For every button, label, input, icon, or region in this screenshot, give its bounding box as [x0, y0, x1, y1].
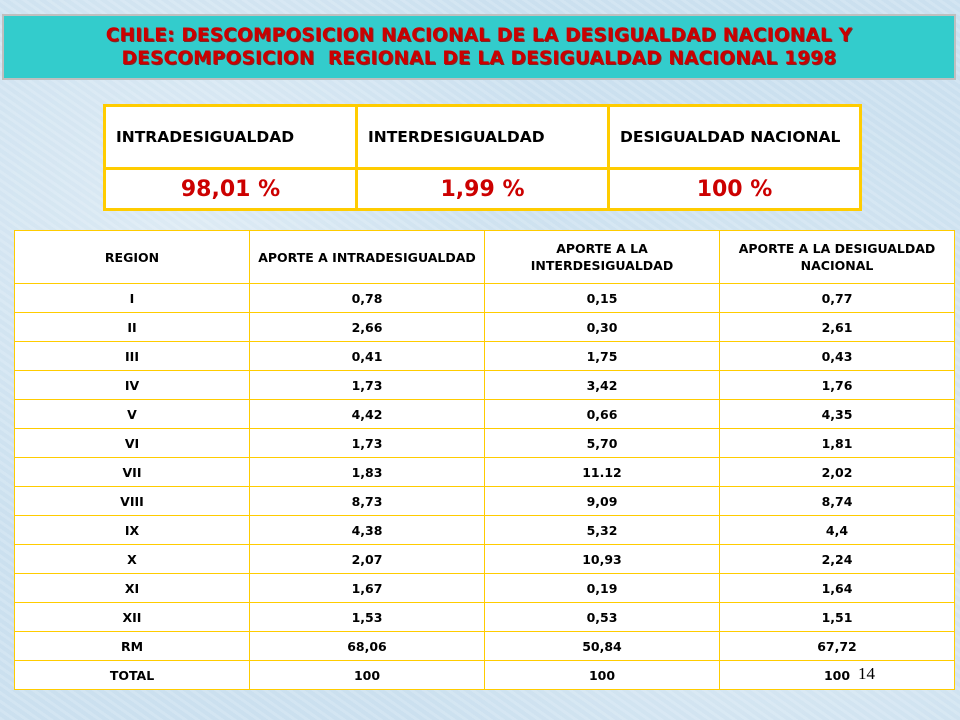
intra-cell: 2,66	[250, 313, 485, 342]
intra-cell: 1,83	[250, 458, 485, 487]
intra-cell: 1,67	[250, 574, 485, 603]
intra-cell: 0,78	[250, 284, 485, 313]
nacional-cell: 100	[720, 661, 955, 690]
table-row	[15, 632, 955, 661]
inter-cell: 9,09	[485, 487, 720, 516]
nacional-cell: 67,72	[720, 632, 955, 661]
region-cell: IX	[15, 516, 250, 545]
table-row	[15, 516, 955, 545]
region-cell: IV	[15, 371, 250, 400]
inter-cell: 0,53	[485, 603, 720, 632]
region-cell: VII	[15, 458, 250, 487]
nacional-cell: 8,74	[720, 487, 955, 516]
nacional-cell: 1,64	[720, 574, 955, 603]
table-row	[15, 603, 955, 632]
inter-cell: 1,75	[485, 342, 720, 371]
inter-cell: 0,19	[485, 574, 720, 603]
summary-value-row	[105, 169, 861, 210]
table-row	[15, 371, 955, 400]
inter-cell: 10,93	[485, 545, 720, 574]
intra-cell: 2,07	[250, 545, 485, 574]
inter-cell: 0,66	[485, 400, 720, 429]
regions-table	[14, 230, 955, 690]
column-header-nacional: APORTE A LA DESIGUALDAD NACIONAL	[720, 231, 955, 284]
regions-body	[15, 284, 955, 690]
intra-cell: 1,73	[250, 371, 485, 400]
intra-cell: 4,38	[250, 516, 485, 545]
table-row	[15, 574, 955, 603]
inter-cell: 11.12	[485, 458, 720, 487]
summary-header-intra: INTRADESIGUALDAD	[105, 106, 357, 169]
summary-value-nacional: 100 %	[609, 169, 861, 210]
region-cell: III	[15, 342, 250, 371]
region-cell: TOTAL	[15, 661, 250, 690]
summary-header-nacional: DESIGUALDAD NACIONAL	[609, 106, 861, 169]
inter-cell: 5,32	[485, 516, 720, 545]
summary-header-row	[105, 106, 861, 169]
nacional-cell: 1,81	[720, 429, 955, 458]
title-line-2: DESCOMPOSICION REGIONAL DE LA DESIGUALDAD NACIONAL 1998	[121, 48, 837, 69]
table-row	[15, 284, 955, 313]
region-cell: VIII	[15, 487, 250, 516]
inter-cell: 50,84	[485, 632, 720, 661]
summary-value-intra: 98,01 %	[105, 169, 357, 210]
page-number: 14	[858, 664, 875, 683]
intra-cell: 8,73	[250, 487, 485, 516]
nacional-cell: 0,43	[720, 342, 955, 371]
table-row	[15, 487, 955, 516]
nacional-cell: 2,24	[720, 545, 955, 574]
inter-cell: 3,42	[485, 371, 720, 400]
table-row	[15, 429, 955, 458]
table-row	[15, 342, 955, 371]
intra-cell: 68,06	[250, 632, 485, 661]
nacional-cell: 2,02	[720, 458, 955, 487]
region-cell: VI	[15, 429, 250, 458]
column-header-intra: APORTE A INTRADESIGUALDAD	[250, 231, 485, 284]
intra-cell: 100	[250, 661, 485, 690]
inter-cell: 0,30	[485, 313, 720, 342]
region-cell: X	[15, 545, 250, 574]
summary-value-inter: 1,99 %	[357, 169, 609, 210]
inter-cell: 0,15	[485, 284, 720, 313]
summary-header-inter: INTERDESIGUALDAD	[357, 106, 609, 169]
intra-cell: 0,41	[250, 342, 485, 371]
table-row	[15, 545, 955, 574]
table-row	[15, 313, 955, 342]
table-row	[15, 400, 955, 429]
inter-cell: 5,70	[485, 429, 720, 458]
intra-cell: 4,42	[250, 400, 485, 429]
inter-cell: 100	[485, 661, 720, 690]
nacional-cell: 0,77	[720, 284, 955, 313]
nacional-cell: 2,61	[720, 313, 955, 342]
region-cell: XII	[15, 603, 250, 632]
region-cell: II	[15, 313, 250, 342]
intra-cell: 1,73	[250, 429, 485, 458]
title-banner	[2, 14, 956, 80]
region-cell: V	[15, 400, 250, 429]
title-line-1: CHILE: DESCOMPOSICION NACIONAL DE LA DESIGUALDAD NACIONAL Y	[105, 25, 853, 46]
column-header-inter: APORTE A LA INTERDESIGUALDAD	[485, 231, 720, 284]
nacional-cell: 1,76	[720, 371, 955, 400]
region-cell: RM	[15, 632, 250, 661]
nacional-cell: 4,35	[720, 400, 955, 429]
nacional-cell: 1,51	[720, 603, 955, 632]
regions-header-row	[15, 231, 955, 284]
column-header-region: REGION	[15, 231, 250, 284]
nacional-cell: 4,4	[720, 516, 955, 545]
intra-cell: 1,53	[250, 603, 485, 632]
summary-table	[103, 104, 862, 211]
region-cell: I	[15, 284, 250, 313]
region-cell: XI	[15, 574, 250, 603]
table-row	[15, 458, 955, 487]
table-row	[15, 661, 955, 690]
